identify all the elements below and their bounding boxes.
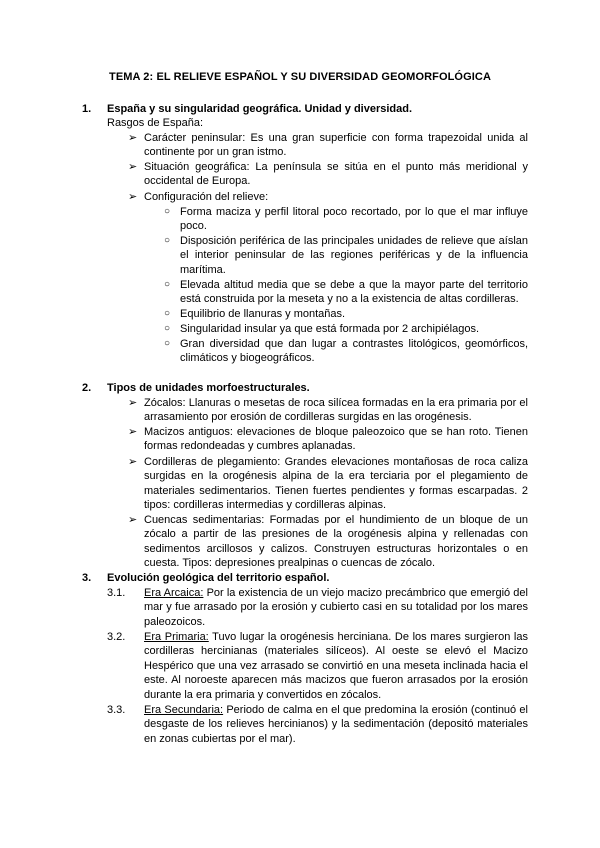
s2-item-3: Cordilleras de plegamiento: Grandes elevaciones montañosas de roca caliza surgidas en la orogénesis alpina de la era terciaria por el plegamiento de materiales sedimentarios. Tienen fuertes pendientes y formas escarpadas. 2 tipos: cordilleras intermedias y cordilleras alpinas. <box>144 456 528 512</box>
s2-item-1: Zócalos: Llanuras o mesetas de roca silícea formadas en la era primaria por el arrasamiento por erosión de cordilleras surgidas en las orogénesis. <box>144 397 528 424</box>
s1-subitem-2: Disposición periférica de las principales unidades de relieve que aíslan el interior peninsular de las regiones periféricas y de la influencia marítima. <box>180 235 528 276</box>
circle-bullet-icon: ○ <box>164 235 171 246</box>
subsection-3-1-label: Era Arcaica: <box>144 587 204 599</box>
s2-item-2: Macizos antiguos: elevaciones de bloque paleozoico que se han roto. Tienen formas redondeadas y cumbres aplanadas. <box>144 426 528 453</box>
document-title: TEMA 2: EL RELIEVE ESPAÑOL Y SU DIVERSIDAD GEOMORFOLÓGICA <box>109 71 491 83</box>
arrow-bullet-icon: ➢ <box>128 161 138 173</box>
arrow-bullet-icon: ➢ <box>128 191 138 203</box>
section-1-heading: España y su singularidad geográfica. Unidad y diversidad. <box>107 103 413 115</box>
subsection-3-3-label: Era Secundaria: <box>144 704 224 716</box>
subsection-3-2-label: Era Primaria: <box>144 631 209 643</box>
s1-subitem-6: Gran diversidad que dan lugar a contrastes litológicos, geomórficos, climáticos y biogeográficos. <box>180 338 528 365</box>
s1-subitem-3: Elevada altitud media que se debe a que la mayor parte del territorio está construida por la meseta y no a la existencia de altas cordilleras. <box>180 279 528 306</box>
circle-bullet-icon: ○ <box>164 338 171 349</box>
section-3-heading: Evolución geológica del territorio español. <box>107 572 330 584</box>
subsection-3-2-number: 3.2. <box>107 631 126 643</box>
arrow-bullet-icon: ➢ <box>128 397 138 409</box>
subsection-3-3-text <box>144 703 528 746</box>
section-1-intro: Rasgos de España: <box>107 117 204 129</box>
subsection-3-2-text <box>144 630 528 702</box>
subsection-3-1-body: Por la existencia de un viejo macizo precámbrico que emergió del mar y fue arrasado por la erosión y cubierto casi en su totalidad por los mares paleozoicos. <box>144 587 528 628</box>
circle-bullet-icon: ○ <box>164 206 171 217</box>
circle-bullet-icon: ○ <box>164 323 171 334</box>
subsection-3-3-body: Periodo de calma en el que predomina la erosión (continuó el desgaste de los relieves hercinianos) y la sedimentación (depositó materiales en zonas cubiertas por el mar). <box>144 704 528 745</box>
circle-bullet-icon: ○ <box>164 308 171 319</box>
s1-item-1: Carácter peninsular: Es una gran superficie con forma trapezoidal unida al continente por un gran istmo. <box>144 132 528 159</box>
section-3-number: 3. <box>82 572 92 584</box>
arrow-bullet-icon: ➢ <box>128 426 138 438</box>
arrow-bullet-icon: ➢ <box>128 132 138 144</box>
subsection-3-1-text <box>144 586 528 629</box>
section-1-number: 1. <box>82 103 92 115</box>
subsection-3-3-number: 3.3. <box>107 704 126 716</box>
subsection-3-2-body: Tuvo lugar la orogénesis herciniana. De los mares surgieron las cordilleras hercinianas (materiales silíceos). Al oeste se elevó el Macizo Hespérico que una vez arrasado se convirtió en una meseta inclinada hacia el este. Al noroeste aparecen más macizos que fueron arrasados por la erosión durante la era primaria y convertidos en zócalos. <box>144 631 528 701</box>
circle-bullet-icon: ○ <box>164 279 171 290</box>
s1-item-2: Situación geográfica: La península se sitúa en el punto más meridional y occidental de Europa. <box>144 161 528 188</box>
s2-item-4: Cuencas sedimentarias: Formadas por el hundimiento de un bloque de un zócalo a partir de las presiones de la orogénesis alpina y rellenadas con sedimentos arcillosos y calizos. Construyen estructuras horizontales o en cuesta. Tipos: depresiones prealpinas o cuencas de zócalo. <box>144 514 528 570</box>
s1-subitem-1: Forma maciza y perfil litoral poco recortado, por lo que el mar influye poco. <box>180 206 528 233</box>
subsection-3-1-number: 3.1. <box>107 587 126 599</box>
section-2-number: 2. <box>82 382 92 394</box>
arrow-bullet-icon: ➢ <box>128 456 138 468</box>
s1-subitem-5: Singularidad insular ya que está formada por 2 archipiélagos. <box>180 323 480 335</box>
s1-subitem-4: Equilibrio de llanuras y montañas. <box>180 308 346 320</box>
arrow-bullet-icon: ➢ <box>128 514 138 526</box>
s1-item-3: Configuración del relieve: <box>144 191 269 203</box>
section-2-heading: Tipos de unidades morfoestructurales. <box>107 382 310 394</box>
